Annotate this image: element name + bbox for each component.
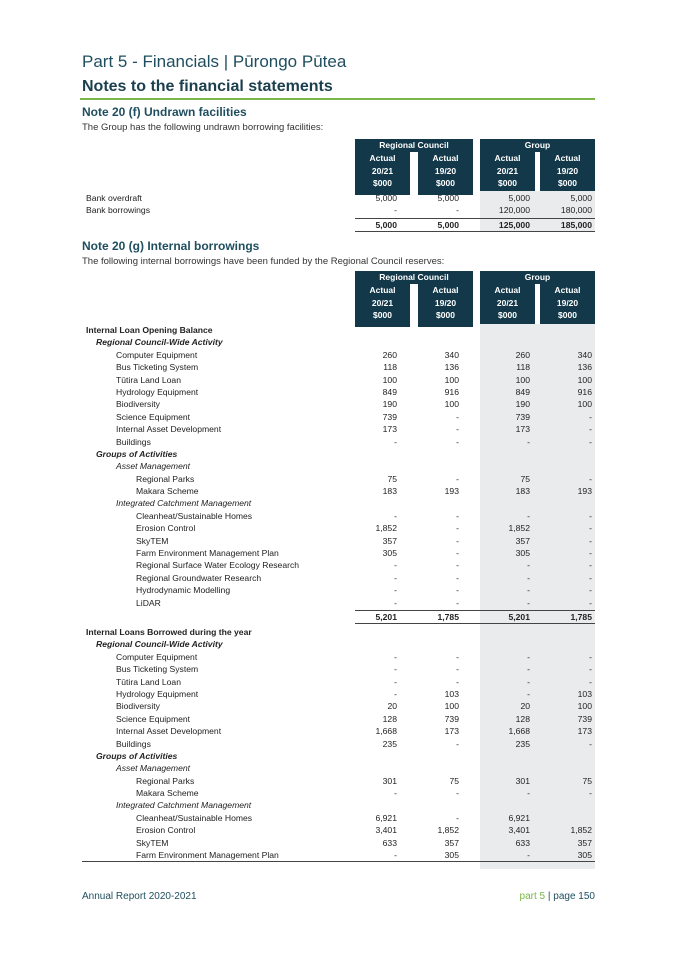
cell-group-2021: 128 xyxy=(515,713,530,724)
cell-rc-1920: - xyxy=(456,585,459,596)
cell-rc-2021: - xyxy=(394,560,397,571)
row-label: Tūtira Land Loan xyxy=(116,374,181,385)
row-label: LiDAR xyxy=(136,597,161,608)
col-header-rc-1920: Actual 19/20 $000 xyxy=(418,150,473,195)
cell-rc-1920: 136 xyxy=(444,362,459,373)
title-divider xyxy=(80,98,595,100)
cell-rc-2021: - xyxy=(394,850,397,861)
table-row xyxy=(82,849,595,861)
row-label: Erosion Control xyxy=(136,523,196,534)
cell-rc-2021: 190 xyxy=(382,399,397,410)
cell-rc-2021: 260 xyxy=(382,349,397,360)
table-row xyxy=(82,535,595,547)
cell-rc-2021: 1,668 xyxy=(375,726,397,737)
cell-rc-2021: - xyxy=(394,676,397,687)
table-row xyxy=(82,374,595,386)
cell-rc-2021: 739 xyxy=(382,411,397,422)
note-f-description: The Group has the following undrawn borrowing facilities: xyxy=(82,122,324,133)
cell-group-2021: 3,401 xyxy=(508,825,530,836)
cell-rc-1920: 103 xyxy=(444,688,459,699)
col-group-regional-council: Regional Council xyxy=(355,271,473,284)
cell-rc-1920: - xyxy=(456,676,459,687)
cell-rc-1920: - xyxy=(456,572,459,583)
footer-report-title: Annual Report 2020-2021 xyxy=(82,891,197,902)
group-heading: Groups of Activities xyxy=(96,448,178,459)
cell-rc-2021: 173 xyxy=(382,424,397,435)
table-row xyxy=(82,349,595,361)
table-row xyxy=(82,411,595,423)
cell-group-1920: - xyxy=(589,572,592,583)
cell-rc-2021: 75 xyxy=(387,473,397,484)
cell-group-1920: - xyxy=(589,510,592,521)
cell-rc-2021: - xyxy=(394,788,397,799)
col-header-group-1920: Actual 19/20 $000 xyxy=(540,150,595,195)
cell-group-2021: - xyxy=(527,664,530,675)
cell-group-2021: - xyxy=(527,560,530,571)
cell-rc-1920: 357 xyxy=(444,837,459,848)
row-label: Science Equipment xyxy=(116,411,191,422)
cell-rc-1920: 916 xyxy=(444,386,459,397)
row-label: Bus Ticketing System xyxy=(116,664,199,675)
cell-rc-1920: 1,852 xyxy=(437,825,459,836)
cell-group-2021: 1,668 xyxy=(508,726,530,737)
cell-rc-2021: 3,401 xyxy=(375,825,397,836)
cell-rc-2021: - xyxy=(394,688,397,699)
col-group-group: Group xyxy=(480,271,595,284)
cell-rc-2021: 100 xyxy=(382,374,397,385)
cell-rc-2021: - xyxy=(394,572,397,583)
table-row xyxy=(82,738,595,750)
row-label: Regional Groundwater Research xyxy=(136,572,262,583)
cell-group-1920: - xyxy=(589,676,592,687)
cell-group-1920: 1,852 xyxy=(570,825,592,836)
table-row xyxy=(82,725,595,737)
row-label: Computer Equipment xyxy=(116,651,198,662)
group-heading: Regional Council-Wide Activity xyxy=(96,337,223,348)
cell-rc-2021: 6,921 xyxy=(375,812,397,823)
row-label: Biodiversity xyxy=(116,701,160,712)
cell-group-1920: - xyxy=(589,560,592,571)
cell-group-1920: 739 xyxy=(577,713,592,724)
col-header-rc-2021: Actual 20/21 $000 xyxy=(355,282,410,327)
table-row xyxy=(82,775,595,787)
table-row: Bank overdraft 5,000 5,000 5,000 5,000 xyxy=(86,193,592,203)
cell-rc-1920: - xyxy=(456,424,459,435)
cell-rc-1920: - xyxy=(456,411,459,422)
cell-rc-2021: 849 xyxy=(382,386,397,397)
table-row xyxy=(82,510,595,522)
cell-rc-2021: 20 xyxy=(387,701,397,712)
cell-group-1920: - xyxy=(589,411,592,422)
row-label: Buildings xyxy=(116,738,151,749)
group-heading: Groups of Activities xyxy=(96,750,178,761)
table-row xyxy=(82,473,595,485)
cell-rc-2021: 305 xyxy=(382,548,397,559)
cell-rc-2021: 633 xyxy=(382,837,397,848)
section-heading: Internal Loan Opening Balance xyxy=(86,325,213,335)
cell-group-2021: - xyxy=(527,510,530,521)
cell-group-2021: 301 xyxy=(515,775,530,786)
cell-rc-1920: - xyxy=(456,664,459,675)
table-row xyxy=(82,824,595,836)
note-g-heading: Note 20 (g) Internal borrowings xyxy=(82,239,260,253)
cell-rc-1920: 100 xyxy=(444,374,459,385)
cell-group-1920: 136 xyxy=(577,362,592,373)
col-header-group-2021: Actual 20/21 $000 xyxy=(480,282,535,327)
note-f-heading: Note 20 (f) Undrawn facilities xyxy=(82,105,247,119)
row-label: Cleanheat/Sustainable Homes xyxy=(136,510,253,521)
cell-rc-2021: 183 xyxy=(382,486,397,497)
cell-rc-1920: 173 xyxy=(444,726,459,737)
page-subtitle: Notes to the financial statements xyxy=(82,78,333,95)
cell-rc-2021: - xyxy=(394,597,397,608)
subgroup-heading: Asset Management xyxy=(116,461,191,472)
row-label: SkyTEM xyxy=(136,535,169,546)
cell-group-2021: 260 xyxy=(515,349,530,360)
table-row xyxy=(82,436,595,448)
cell-rc-1920: 100 xyxy=(444,399,459,410)
col-header-group-1920: Actual 19/20 $000 xyxy=(540,282,595,327)
col-group-regional-council: Regional Council xyxy=(355,139,473,152)
cell-rc-1920: 739 xyxy=(444,713,459,724)
table-row xyxy=(82,700,595,712)
row-label: Erosion Control xyxy=(136,825,196,836)
subgroup-heading: Asset Management xyxy=(116,763,191,774)
table-row: Bank borrowings - - 120,000 180,000 xyxy=(86,205,592,216)
table-row xyxy=(82,559,595,571)
table-row xyxy=(82,522,595,534)
row-label: Bus Ticketing System xyxy=(116,362,199,373)
cell-rc-2021: - xyxy=(394,664,397,675)
cell-group-2021: - xyxy=(527,651,530,662)
table-row xyxy=(82,688,595,700)
cell-group-1920: - xyxy=(589,788,592,799)
cell-group-2021: 305 xyxy=(515,548,530,559)
cell-group-1920: 340 xyxy=(577,349,592,360)
cell-group-2021: 20 xyxy=(520,701,530,712)
cell-group-1920: - xyxy=(589,535,592,546)
row-label: Farm Environment Management Plan xyxy=(136,850,279,861)
cell-rc-2021: 128 xyxy=(382,713,397,724)
row-label: Regional Parks xyxy=(136,473,195,484)
cell-group-1920: - xyxy=(589,585,592,596)
row-label: Hydrology Equipment xyxy=(116,688,199,699)
row-label: Internal Asset Development xyxy=(116,726,222,737)
cell-group-2021: - xyxy=(527,850,530,861)
cell-group-1920: 357 xyxy=(577,837,592,848)
row-label: SkyTEM xyxy=(136,837,169,848)
cell-group-2021: - xyxy=(527,676,530,687)
row-label: Internal Asset Development xyxy=(116,424,222,435)
row-label: Buildings xyxy=(116,436,151,447)
row-label: Makara Scheme xyxy=(136,486,199,497)
cell-rc-2021: - xyxy=(394,436,397,447)
cell-group-2021: 739 xyxy=(515,411,530,422)
cell-group-2021: 1,852 xyxy=(508,523,530,534)
table-row xyxy=(82,572,595,584)
cell-group-2021: 173 xyxy=(515,424,530,435)
row-label: Computer Equipment xyxy=(116,349,198,360)
table-row xyxy=(82,837,595,849)
table-row xyxy=(82,597,595,609)
table-row xyxy=(82,547,595,559)
row-label: Makara Scheme xyxy=(136,788,199,799)
cell-rc-2021: 301 xyxy=(382,775,397,786)
note-g-table-body xyxy=(82,324,595,862)
cell-rc-1920: - xyxy=(456,560,459,571)
table-row xyxy=(82,676,595,688)
table-row xyxy=(82,663,595,675)
group-heading: Regional Council-Wide Activity xyxy=(96,639,223,650)
cell-rc-2021: 235 xyxy=(382,738,397,749)
table-row xyxy=(82,713,595,725)
cell-rc-1920: - xyxy=(456,473,459,484)
cell-rc-1920: - xyxy=(456,597,459,608)
table-row xyxy=(82,651,595,663)
row-label: Tūtira Land Loan xyxy=(116,676,181,687)
cell-group-1920: 173 xyxy=(577,726,592,737)
cell-rc-1920: 100 xyxy=(444,701,459,712)
cell-group-2021: 75 xyxy=(520,473,530,484)
cell-group-2021: 183 xyxy=(515,486,530,497)
col-header-group-2021: Actual 20/21 $000 xyxy=(480,150,535,195)
row-label: Hydrodynamic Modelling xyxy=(136,585,231,596)
row-label: Science Equipment xyxy=(116,713,191,724)
cell-group-1920: - xyxy=(589,597,592,608)
cell-rc-1920: - xyxy=(456,788,459,799)
cell-group-2021: - xyxy=(527,585,530,596)
col-header-rc-2021: Actual 20/21 $000 xyxy=(355,150,410,195)
cell-rc-1920: - xyxy=(456,523,459,534)
cell-group-2021: 633 xyxy=(515,837,530,848)
row-label: Regional Parks xyxy=(136,775,195,786)
table-row xyxy=(82,485,595,497)
table-total-row: 5,201 1,785 5,201 1,785 xyxy=(355,610,595,624)
cell-rc-2021: - xyxy=(394,651,397,662)
cell-rc-1920: 75 xyxy=(449,775,459,786)
cell-group-1920: 75 xyxy=(582,775,592,786)
part-title: Part 5 - Financials | Pūrongo Pūtea xyxy=(82,52,347,71)
cell-group-2021: - xyxy=(527,688,530,699)
subgroup-heading: Integrated Catchment Management xyxy=(116,800,252,811)
table-row xyxy=(82,361,595,373)
footer-page-number: part 5 | page 150 xyxy=(519,891,595,902)
cell-group-1920: 100 xyxy=(577,701,592,712)
cell-rc-1920: - xyxy=(456,436,459,447)
cell-group-1920: - xyxy=(589,664,592,675)
cell-group-2021: 190 xyxy=(515,399,530,410)
cell-group-1920: - xyxy=(589,651,592,662)
col-group-group: Group xyxy=(480,139,595,152)
cell-rc-1920: - xyxy=(456,738,459,749)
cell-group-1920: - xyxy=(589,548,592,559)
cell-rc-1920: - xyxy=(456,548,459,559)
cell-rc-2021: - xyxy=(394,510,397,521)
cell-rc-1920: - xyxy=(456,812,459,823)
cell-group-1920: 103 xyxy=(577,688,592,699)
cell-rc-1920: - xyxy=(456,510,459,521)
cell-group-1920: 193 xyxy=(577,486,592,497)
row-label: Regional Surface Water Ecology Research xyxy=(136,560,300,571)
col-header-rc-1920: Actual 19/20 $000 xyxy=(418,282,473,327)
cell-group-1920: 916 xyxy=(577,386,592,397)
cell-group-2021: 357 xyxy=(515,535,530,546)
cell-rc-2021: 118 xyxy=(383,362,397,373)
cell-rc-2021: 1,852 xyxy=(375,523,397,534)
cell-group-1920: - xyxy=(589,473,592,484)
cell-rc-1920: 340 xyxy=(444,349,459,360)
cell-rc-1920: 305 xyxy=(444,850,459,861)
cell-group-1920: 100 xyxy=(577,399,592,410)
cell-rc-1920: 193 xyxy=(444,486,459,497)
table-row xyxy=(82,584,595,596)
cell-group-2021: 6,921 xyxy=(508,812,530,823)
row-label: Hydrology Equipment xyxy=(116,386,199,397)
cell-rc-1920: - xyxy=(456,651,459,662)
subgroup-heading: Integrated Catchment Management xyxy=(116,498,252,509)
cell-group-1920: - xyxy=(589,738,592,749)
cell-rc-1920: - xyxy=(456,535,459,546)
cell-group-1920: - xyxy=(589,436,592,447)
table-row xyxy=(82,423,595,435)
cell-group-1920: 305 xyxy=(577,850,592,861)
cell-group-1920: - xyxy=(589,523,592,534)
table-row xyxy=(82,386,595,398)
table-row xyxy=(82,787,595,799)
cell-rc-2021: - xyxy=(394,585,397,596)
row-label: Farm Environment Management Plan xyxy=(136,548,279,559)
table-row xyxy=(82,812,595,824)
cell-group-2021: - xyxy=(527,572,530,583)
note-g-description: The following internal borrowings have been funded by the Regional Council reserves: xyxy=(82,256,445,267)
cell-group-1920: 100 xyxy=(577,374,592,385)
table-total-row: 5,000 5,000 125,000 185,000 xyxy=(355,218,595,232)
cell-group-1920: - xyxy=(589,424,592,435)
row-label: Cleanheat/Sustainable Homes xyxy=(136,812,253,823)
note-f-table-body xyxy=(82,192,595,232)
cell-group-2021: 100 xyxy=(515,374,530,385)
cell-group-2021: - xyxy=(527,597,530,608)
cell-group-2021: 118 xyxy=(516,362,530,373)
row-label: Biodiversity xyxy=(116,399,160,410)
table-row xyxy=(82,398,595,410)
cell-group-2021: 849 xyxy=(515,386,530,397)
cell-group-2021: - xyxy=(527,788,530,799)
cell-group-2021: - xyxy=(527,436,530,447)
section-heading: Internal Loans Borrowed during the year xyxy=(86,626,252,637)
cell-group-2021: 235 xyxy=(515,738,530,749)
cell-rc-2021: 357 xyxy=(382,535,397,546)
